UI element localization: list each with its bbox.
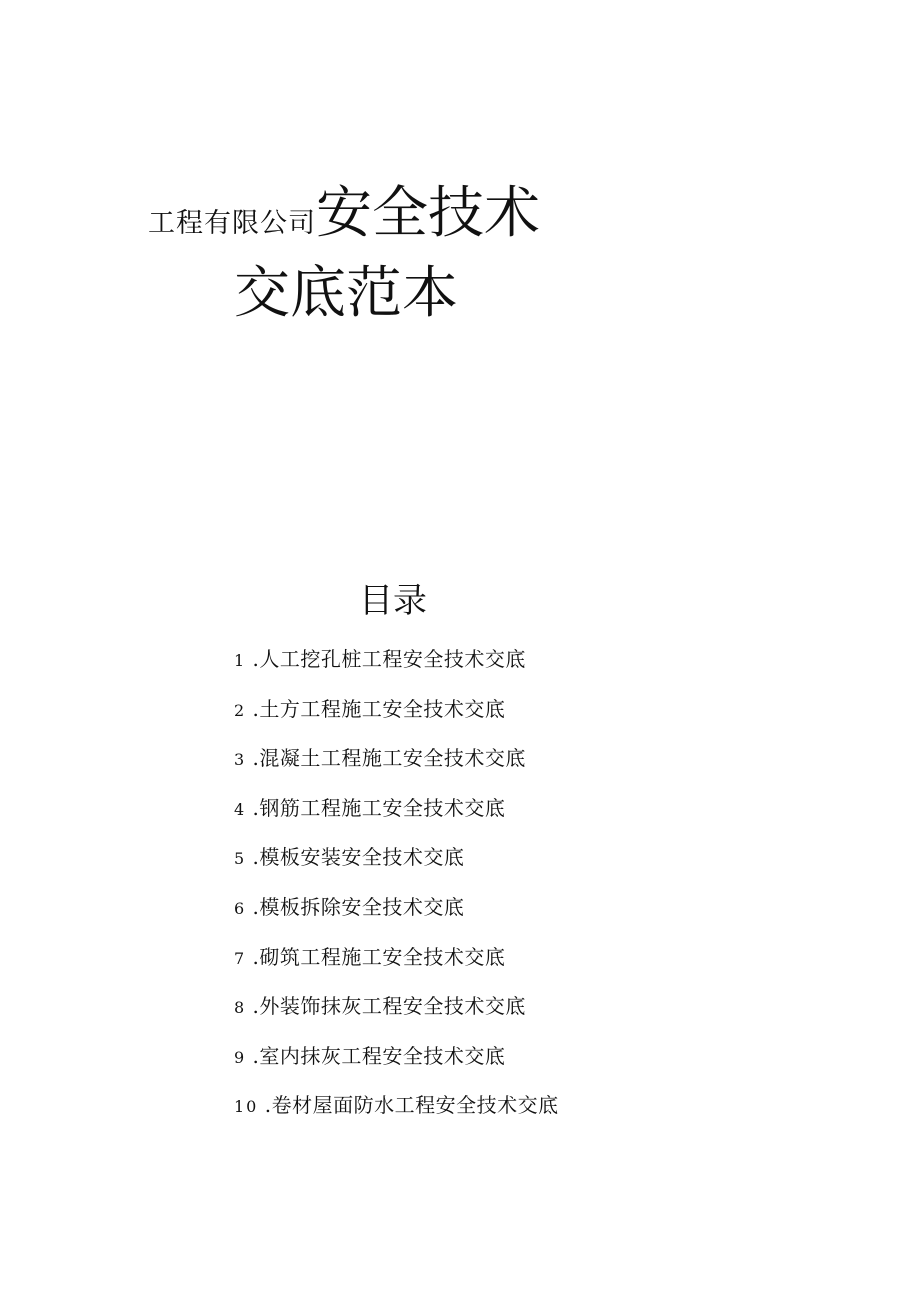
toc-item <box>234 795 564 845</box>
table-of-contents <box>234 646 564 1120</box>
toc-item-number: 3 <box>234 750 247 770</box>
toc-item-number: 4 <box>234 799 247 819</box>
toc-item <box>234 1092 564 1120</box>
toc-item-text: .室内抹灰工程安全技术交底 <box>252 1043 506 1068</box>
title-part-1: 安全技术 <box>316 181 540 246</box>
toc-item-number: 6 <box>234 898 247 918</box>
company-name: 工程有限公司 <box>148 208 316 239</box>
toc-item-text: .模板拆除安全技术交底 <box>252 894 465 919</box>
toc-item <box>234 944 564 994</box>
toc-item-number: 5 <box>234 849 247 869</box>
toc-item-number: 1 <box>234 651 247 670</box>
toc-item-number: 8 <box>234 998 247 1018</box>
toc-item-number: 10 <box>234 1097 259 1117</box>
toc-item <box>234 1043 564 1093</box>
cover-title-line-1 <box>148 181 540 246</box>
toc-item-text: .土方工程施工安全技术交底 <box>252 696 506 721</box>
toc-item <box>234 745 564 795</box>
toc-item-text: .外装饰抹灰工程安全技术交底 <box>252 994 526 1019</box>
toc-item <box>234 894 564 944</box>
toc-item-number: 7 <box>234 948 247 968</box>
toc-item-text: .混凝土工程施工安全技术交底 <box>252 746 526 771</box>
toc-item-text: .钢筋工程施工安全技术交底 <box>252 795 506 820</box>
toc-item <box>234 696 564 746</box>
toc-item-text: .砌筑工程施工安全技术交底 <box>252 944 506 969</box>
toc-item-number: 9 <box>234 1047 247 1067</box>
toc-item-text: .人工挖孔桩工程安全技术交底 <box>252 647 526 671</box>
toc-item <box>234 646 564 696</box>
toc-heading: 目录 <box>359 581 427 621</box>
toc-item <box>234 993 564 1043</box>
title-part-2: 交底范本 <box>234 261 458 326</box>
toc-item-text: .卷材屋面防水工程安全技术交底 <box>264 1093 559 1118</box>
toc-item-text: .模板安装安全技术交底 <box>252 845 465 870</box>
toc-item <box>234 844 564 894</box>
toc-item-number: 2 <box>234 700 247 720</box>
